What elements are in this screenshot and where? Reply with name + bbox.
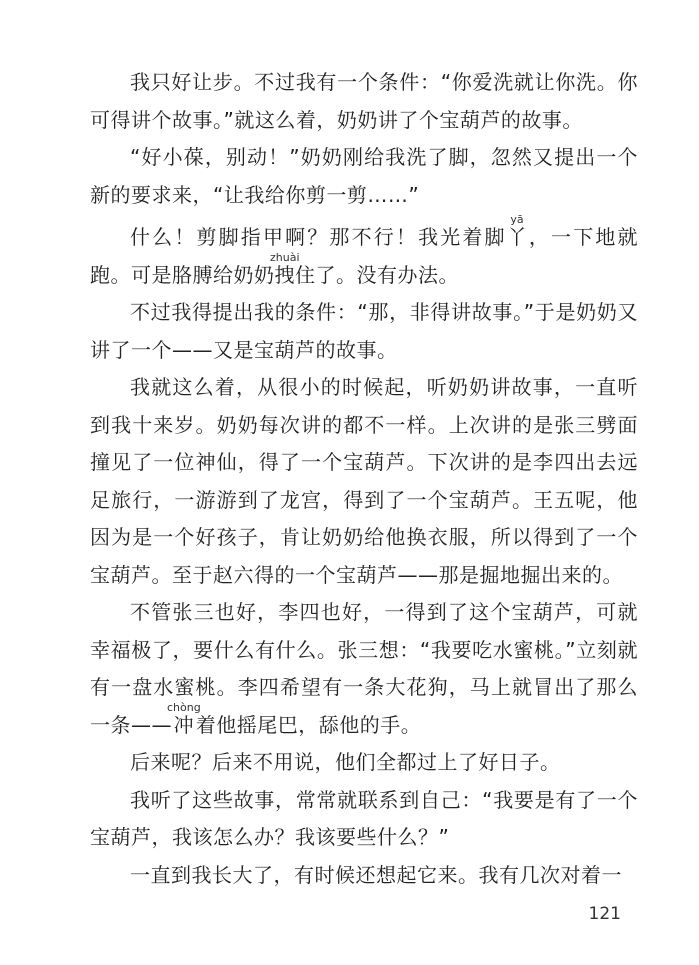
paragraph-5: 我就这么着，从很小的时候起，听奶奶讲故事，一直听到我十来岁。奶奶每次讲的都不一样。上次讲的是张三劈面撞见了一位神仙，得了一个宝葫芦。下次讲的是李四出去远足旅行，一游游到了龙宫，得到了一个宝葫芦。王五呢，他因为是一个好孩子，肯让奶奶给他换衣服，所以得到了一个宝葫芦。至于赵六得的一个宝葫芦——那是掘地掘出来的。 [90, 375, 638, 587]
paragraph-4: 不过我得提出我的条件：“那，非得讲故事。”于是奶奶又讲了一个——又是宝葫芦的故事。 [90, 300, 638, 362]
paragraph-7: 后来呢？后来不用说，他们全都过上了好日子。 [130, 750, 561, 774]
body-text [90, 64, 638, 894]
ruby-chong [167, 700, 201, 737]
paragraph-1: 我只好让步。不过我有一个条件：“你爱洗就让你洗。你可得讲个故事。”就这么着，奶奶讲了个宝葫芦的故事。 [90, 70, 638, 132]
ruby-ya-char: 丫 [506, 225, 529, 249]
paragraph-9: 一直到我长大了，有时候还想起它来。我有几次对着一 [130, 862, 622, 887]
page-number: 121 [588, 904, 621, 924]
ruby-zhuai [270, 250, 300, 287]
paragraph-3 [90, 214, 638, 294]
paragraph-6-part-2: 着他摇尾巴，舔他的手。 [195, 712, 422, 737]
ruby-chong-char: 冲 [167, 712, 201, 737]
ruby-zhuai-char: 拽 [270, 262, 300, 287]
paragraph-8: 我听了这些故事，常常就联系到自己：“我要是有了一个宝葫芦，我该怎么办？我该要些什么？” [90, 787, 638, 849]
paragraph-6-part-1: 不管张三也好，李四也好，一得到了这个宝葫芦，可就幸福极了，要什么有什么。张三想：“我要吃水蜜桃。”立刻就有一盘水蜜桃。李四希望有一条大花狗，马上就冒出了那么一条—— [90, 600, 638, 737]
paragraph-2: “好小葆，别动！”奶奶刚给我洗了脚，忽然又提出一个新的要求来，“让我给你剪一剪……” [90, 145, 638, 207]
ruby-chong-pinyin: chòng [167, 700, 201, 714]
paragraph-3-part-1: 什么！剪脚指甲啊？那不行！我光着脚 [130, 225, 507, 249]
paragraph-3-part-2: ，一下地就跑。可是胳膊给奶奶 [90, 225, 639, 287]
ruby-zhuai-pinyin: zhuài [270, 250, 300, 264]
ruby-ya-pinyin: yā [506, 213, 528, 226]
ruby-ya [506, 213, 529, 249]
paragraph-3-part-3: 住了。没有办法。 [295, 262, 459, 287]
paragraph-6 [90, 594, 638, 744]
